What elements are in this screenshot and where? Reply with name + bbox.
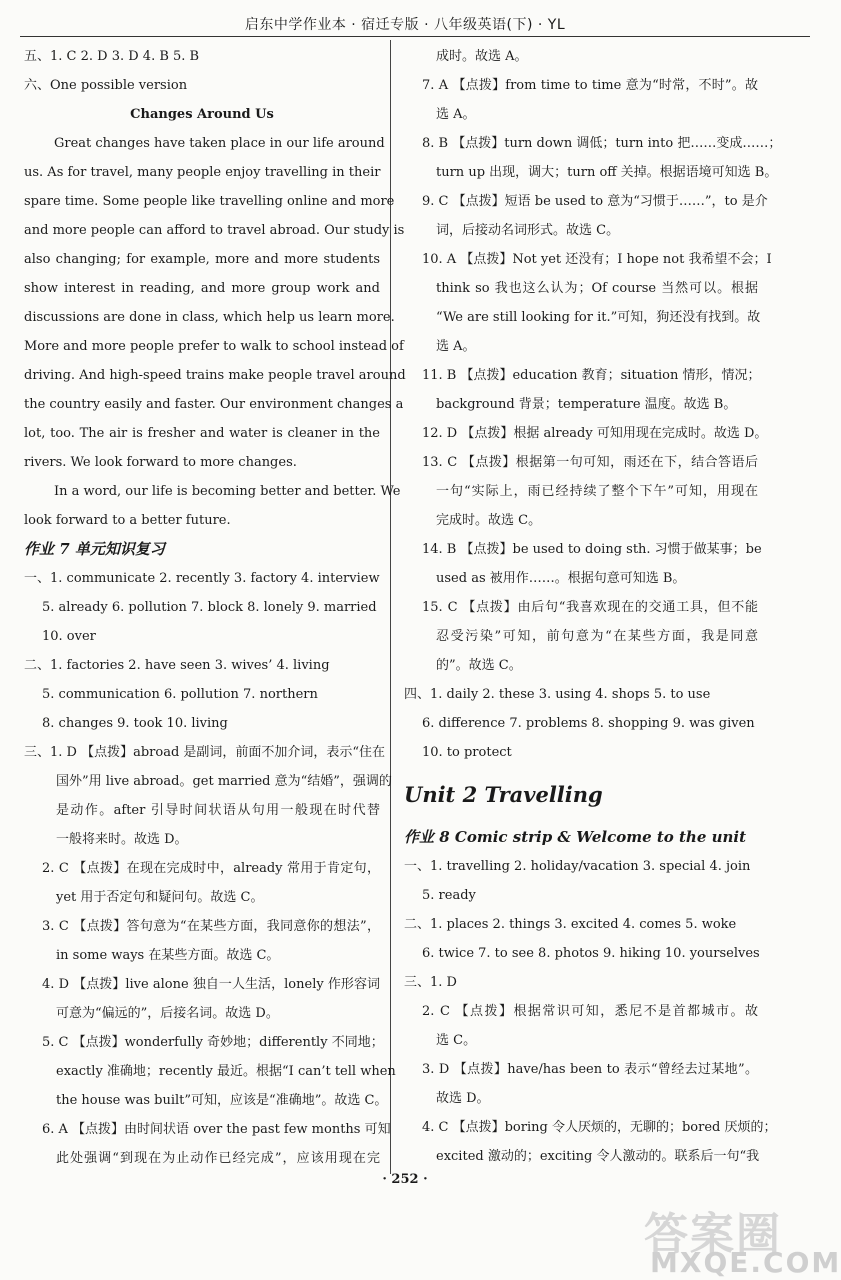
answer-line: 6. A 【点拨】由时间状语 over the past few months 可知 [42,1122,391,1137]
answer-line: think so 我也这么认为；Of course 当然可以。根据 [436,281,758,296]
answer-line: 是动作。after 引导时间状语从句用一般现在时代替 [56,803,380,818]
essay-line: us. As for travel, many people enjoy travelling in their [24,165,381,180]
essay-line: also changing; for example, more and more students [24,252,380,267]
essay-line: discussions are done in class, which help us learn more. [24,310,395,325]
essay-line: lot, too. The air is fresher and water is cleaner in the [24,426,380,441]
answer-line: 完成时。故选 C。 [436,513,542,528]
watermark-text: 答案圈 [644,1209,782,1260]
answer-line: 11. B 【点拨】education 教育；situation 情形，情况； [422,368,761,383]
essay-line: Great changes have taken place in our life around [54,136,385,151]
answer-line: 忍受污染”可知，前句意为“在某些方面，我是同意 [436,629,758,644]
answer-line: 一、1. communicate 2. recently 3. factory 4. interview [24,571,380,586]
answer-line: 5. ready [422,888,476,903]
answer-line: 此处强调“到现在为止动作已经完成”，应该用现在完 [56,1151,380,1166]
answer-line: 13. C 【点拨】根据第一句可知，雨还在下，结合答语后 [422,455,758,470]
answer-line: 7. A 【点拨】from time to time 意为“时常，不时”。故 [422,78,758,93]
answer-line: 6. difference 7. problems 8. shopping 9. was given [422,716,755,731]
answer-line: 14. B 【点拨】be used to doing sth. 习惯于做某事；be [422,542,762,557]
answer-line: used as 被用作……。根据句意可知选 B。 [436,571,686,586]
answer-line: 四、1. daily 2. these 3. using 4. shops 5. to use [404,687,711,702]
answer-line: 二、1. places 2. things 3. excited 4. comes 5. woke [404,917,737,932]
left-column [24,42,406,1173]
answer-line: 8. changes 9. took 10. living [42,716,228,731]
essay-line: the country easily and faster. Our environment changes a [24,397,404,412]
answer-line: 一般将来时。故选 D。 [56,832,188,847]
answer-line: 一、1. travelling 2. holiday/vacation 3. special 4. join [404,859,751,874]
section-heading: 作业 7 单元知识复习 [24,540,165,558]
answer-line: 12. D 【点拨】根据 already 可知用现在完成时。故选 D。 [422,426,768,441]
answer-line: 4. C 【点拨】boring 令人厌烦的，无聊的；bored 厌烦的； [422,1120,777,1135]
answer-line: 5. already 6. pollution 7. block 8. lonely 9. married [42,600,377,615]
answer-line: 8. B 【点拨】turn down 调低；turn into 把……变成……； [422,136,782,151]
answer-line: 五、1. C 2. D 3. D 4. B 5. B [24,49,200,64]
answer-line: 3. D 【点拨】have/has been to 表示“曾经去过某地”。 [422,1062,758,1077]
essay-line: and more people can afford to travel abroad. Our study is [24,223,405,238]
column-divider [390,40,391,1174]
essay-line: In a word, our life is becoming better and better. We [54,484,401,499]
answer-line: 词，后接动名词形式。故选 C。 [436,223,620,238]
answer-line: 4. D 【点拨】live alone 独自一人生活，lonely 作形容词 [42,977,380,992]
answer-line: 的”。故选 C。 [436,658,522,673]
answer-line: 9. C 【点拨】短语 be used to 意为“习惯于……”，to 是介 [422,194,768,209]
answer-line: excited 激动的；exciting 令人激动的。联系后一句“我 [436,1149,760,1164]
answer-line: 5. communication 6. pollution 7. northern [42,687,318,702]
essay-line: driving. And high-speed trains make people travel around [24,368,406,383]
answer-line: 国外”用 live abroad。get married 意为“结婚”，强调的 [56,774,392,789]
unit-title: Unit 2 Travelling [404,782,603,807]
page-header: 启东中学作业本 · 宿迁专版 · 八年级英语(下) · YL [244,17,566,33]
answer-line: the house was built”可知，应该是“准确地”。故选 C。 [56,1093,388,1108]
watermark-url: MXQE.COM [650,1246,841,1279]
answer-line: yet 用于否定句和疑问句。故选 C。 [56,890,264,905]
answer-line: 三、1. D 【点拨】abroad 是副词，前面不加介词，表示“住在 [24,745,386,760]
answer-line: 10. over [42,629,96,644]
essay-line: spare time. Some people like travelling online and more [24,194,395,209]
answer-line: 15. C 【点拨】由后句“我喜欢现在的交通工具，但不能 [422,600,758,615]
answer-line: 六、One possible version [24,78,188,93]
answer-line: 5. C 【点拨】wonderfully 奇妙地；differently 不同地； [42,1035,384,1050]
answer-line: 可意为“偏远的”，后接名词。故选 D。 [56,1006,279,1021]
essay-line: rivers. We look forward to more changes. [24,455,297,470]
answer-line: turn up 出现，调大；turn off 关掉。根据语境可知选 B。 [436,165,778,180]
answer-line: exactly 准确地；recently 最近。根据“I can’t tell when [56,1064,396,1079]
answer-line: 10. to protect [422,745,512,760]
answer-line: 故选 D。 [436,1091,490,1106]
answer-line: “We are still looking for it.”可知，狗还没有找到。故 [436,310,761,325]
essay-line: look forward to a better future. [24,513,231,528]
answer-line: 选 A。 [436,107,476,122]
answer-line: in some ways 在某些方面。故选 C。 [56,948,280,963]
answer-line: 二、1. factories 2. have seen 3. wives’ 4. living [24,658,330,673]
essay-line: More and more people prefer to walk to school instead of [24,339,404,354]
essay-title: Changes Around Us [130,107,274,122]
answer-line: 2. C 【点拨】在现在完成时中，already 常用于肯定句， [42,861,380,876]
essay-line: show interest in reading, and more group work and [24,281,380,296]
page-number: · 252 · [382,1172,428,1187]
answer-line: 3. C 【点拨】答句意为“在某些方面，我同意你的想法”， [42,919,380,934]
answer-line: 10. A 【点拨】Not yet 还没有；I hope not 我希望不会；I [422,252,772,267]
answer-line: 选 C。 [436,1033,477,1048]
answer-line: 三、1. D [404,975,457,990]
right-column [404,42,782,1171]
answer-line: background 背景；temperature 温度。故选 B。 [436,397,737,412]
answer-line: 一句“实际上，雨已经持续了整个下午”可知，用现在 [436,484,758,499]
header-rule [20,36,810,37]
section-heading: 作业 8 Comic strip & Welcome to the unit [404,828,747,846]
answer-line: 6. twice 7. to see 8. photos 9. hiking 10. yourselves [422,946,760,961]
answer-line: 选 A。 [436,339,476,354]
watermark-logo [640,1198,841,1280]
answer-line: 2. C 【点拨】根据常识可知，悉尼不是首都城市。故 [422,1004,758,1019]
answer-line: 成时。故选 A。 [436,49,528,64]
